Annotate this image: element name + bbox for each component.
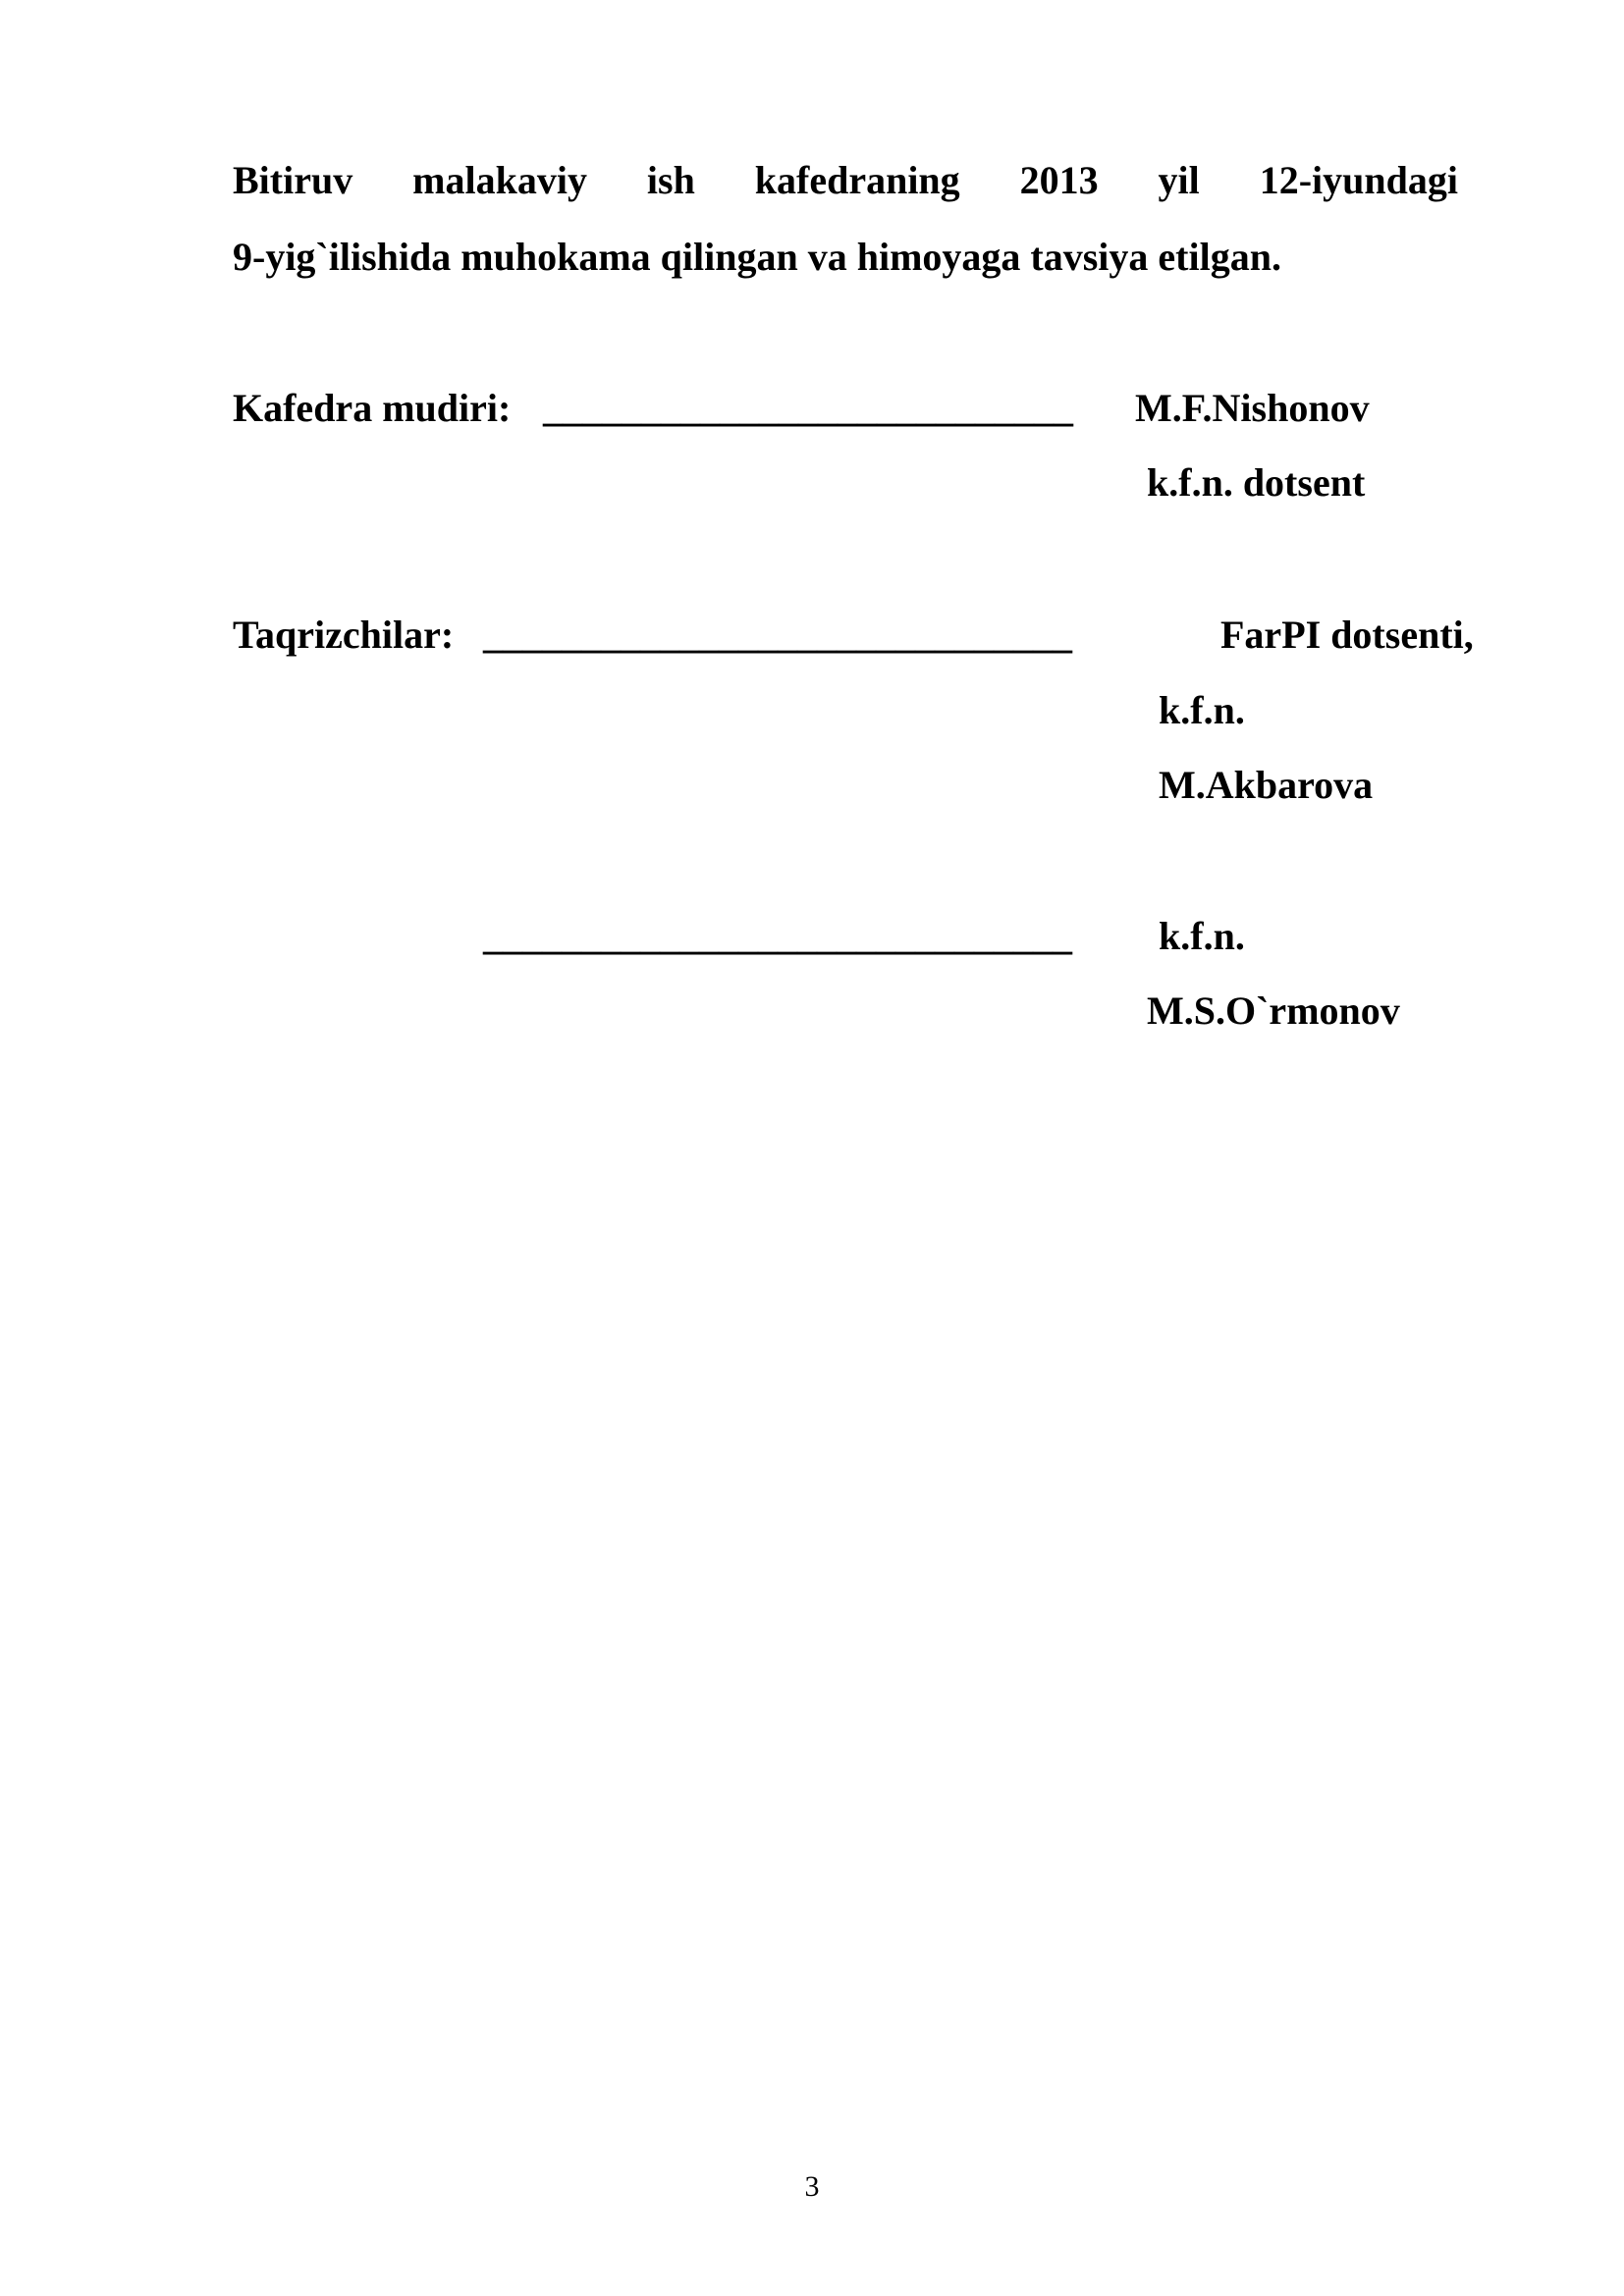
reviewer-1-degree: k.f.n. bbox=[1159, 688, 1245, 732]
page-number: 3 bbox=[804, 2170, 820, 2203]
reviewer-2-degree: k.f.n. bbox=[1159, 914, 1245, 958]
reviewer-1-position: FarPI dotsenti, bbox=[1220, 613, 1474, 657]
reviewer-1-name: M.Akbarova bbox=[1159, 763, 1374, 807]
intro-text-line-2: 9-yig`ilishida muhokama qilingan va himoyaga tavsiya etilgan. bbox=[233, 235, 1281, 279]
head-of-department-title: k.f.n. dotsent bbox=[1147, 460, 1366, 505]
reviewer-2-name: M.S.O`rmonov bbox=[1147, 988, 1400, 1033]
intro-text-line-1: Bitiruv malakaviy ish kafedraning 2013 yil 12-iyundagi bbox=[233, 158, 1458, 202]
reviewers-label: Taqrizchilar: bbox=[233, 613, 455, 657]
head-of-department-name: M.F.Nishonov bbox=[1135, 386, 1370, 430]
head-of-department-signature-line: ___________________________ bbox=[543, 386, 1073, 430]
reviewer-2-signature-line: ______________________________ bbox=[483, 914, 1072, 958]
head-of-department-label: Kafedra mudiri: bbox=[233, 386, 512, 430]
reviewer-1-signature-line: ______________________________ bbox=[483, 613, 1072, 657]
